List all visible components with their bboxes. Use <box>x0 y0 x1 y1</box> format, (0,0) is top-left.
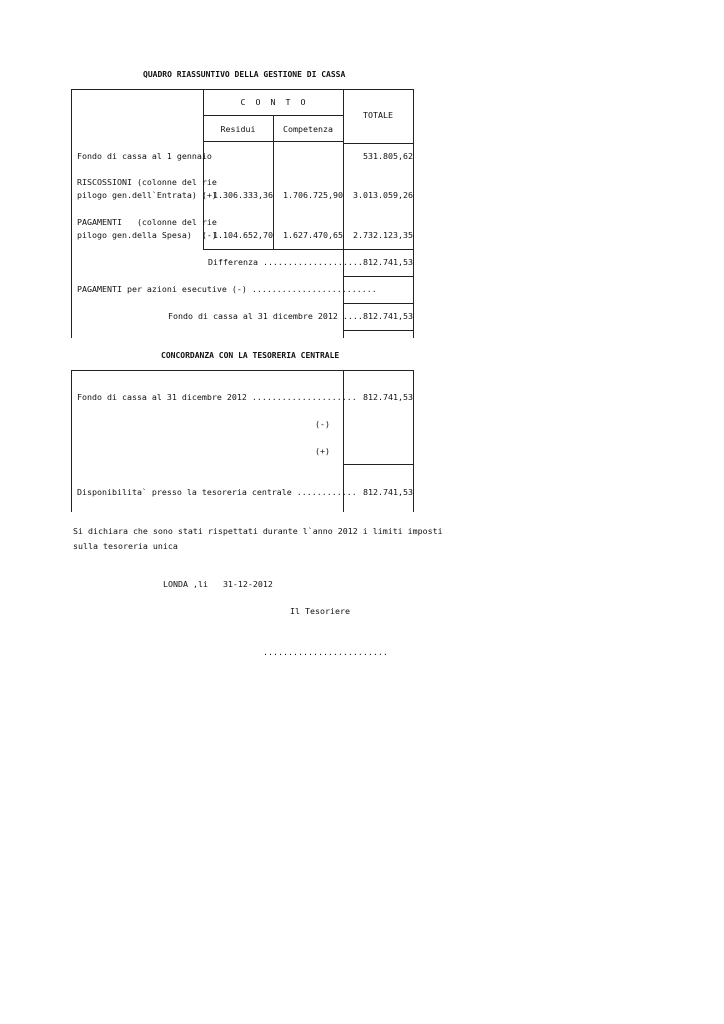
totale-row-border-2 <box>343 276 414 277</box>
columns-bottom-border <box>203 249 343 250</box>
riscossioni-competenza: 1.706.725,90 <box>283 190 343 200</box>
pagamenti-label-line2: pilogo gen.della Spesa) (-) <box>77 230 217 240</box>
concordanza-fondo-value: 812.741,53 <box>363 392 413 402</box>
differenza-label-box <box>208 257 363 270</box>
riscossioni-label <box>77 177 217 208</box>
quadro-title: QUADRO RIASSUNTIVO DELLA GESTIONE DI CASSA <box>143 70 346 79</box>
pagamenti-totale: 2.732.123,35 <box>353 230 413 240</box>
disponibilita-value: 812.741,53 <box>363 487 413 497</box>
concordanza-minus: (-) <box>315 419 330 429</box>
concordanza-fondo-label: Fondo di cassa al 31 dicembre 2012 ..................... <box>77 392 357 402</box>
concordanza-plus: (+) <box>315 446 330 456</box>
fondo-dicembre-totale: 812.741,53 <box>363 311 413 321</box>
concordanza-right-border <box>413 370 414 512</box>
riscossioni-residui: 1.306.333,36 <box>213 190 273 200</box>
quadro-right-border <box>413 89 414 338</box>
quadro-top-border <box>71 89 414 90</box>
concordanza-title: CONCORDANZA CON LA TESORERIA CENTRALE <box>161 351 340 360</box>
residui-right-border <box>273 115 274 249</box>
totale-left-border <box>343 89 344 338</box>
fondo-dicembre-label-box <box>168 311 363 324</box>
riscossioni-label-line1: RISCOSSIONI (colonne del rie <box>77 177 217 187</box>
competenza-header: Competenza <box>283 124 333 134</box>
declaration-line2: sulla tesoreria unica <box>73 541 178 551</box>
fondo-gennaio-label: Fondo di cassa al 1 gennaio <box>77 151 212 161</box>
totale-header: TOTALE <box>363 110 393 120</box>
fondo-gennaio-totale: 531.805,62 <box>363 151 413 161</box>
totale-row-border-4 <box>343 330 414 331</box>
azioni-label-box <box>77 284 377 297</box>
riscossioni-label-line2: pilogo gen.dell`Entrata) (+) <box>77 190 217 200</box>
totale-row-border-3 <box>343 303 414 304</box>
pagamenti-competenza: 1.627.470,65 <box>283 230 343 240</box>
totale-row-border-1 <box>343 249 414 250</box>
concordanza-value-border <box>343 464 414 465</box>
signature-line: ......................... <box>263 647 388 657</box>
disponibilita-label: Disponibilita` presso la tesoreria centrale ............ <box>77 487 357 497</box>
differenza-label: Differenza .................... <box>208 257 363 267</box>
concordanza-left-border <box>71 370 72 512</box>
conto-header: C O N T O <box>240 97 306 107</box>
pagamenti-label-line1: PAGAMENTI (colonne del rie <box>77 217 217 227</box>
signer-title: Il Tesoriere <box>290 606 350 616</box>
quadro-left-border <box>71 89 72 338</box>
pagamenti-residui: 1.104.652,70 <box>213 230 273 240</box>
totale-header-border <box>343 143 414 144</box>
differenza-totale: 812.741,53 <box>363 257 413 267</box>
fondo-dicembre-label: Fondo di cassa al 31 dicembre 2012 .... <box>168 311 363 321</box>
concordanza-top-border <box>71 370 414 371</box>
pagamenti-label <box>77 217 217 248</box>
place-date: LONDA ,li 31-12-2012 <box>163 579 273 589</box>
residui-header: Residui <box>220 124 256 134</box>
declaration-line1: Si dichiara che sono stati rispettati durante l`anno 2012 i limiti imposti <box>73 526 443 536</box>
riscossioni-totale: 3.013.059,26 <box>353 190 413 200</box>
azioni-esecutive-label: PAGAMENTI per azioni esecutive (-) ......................... <box>77 284 377 294</box>
